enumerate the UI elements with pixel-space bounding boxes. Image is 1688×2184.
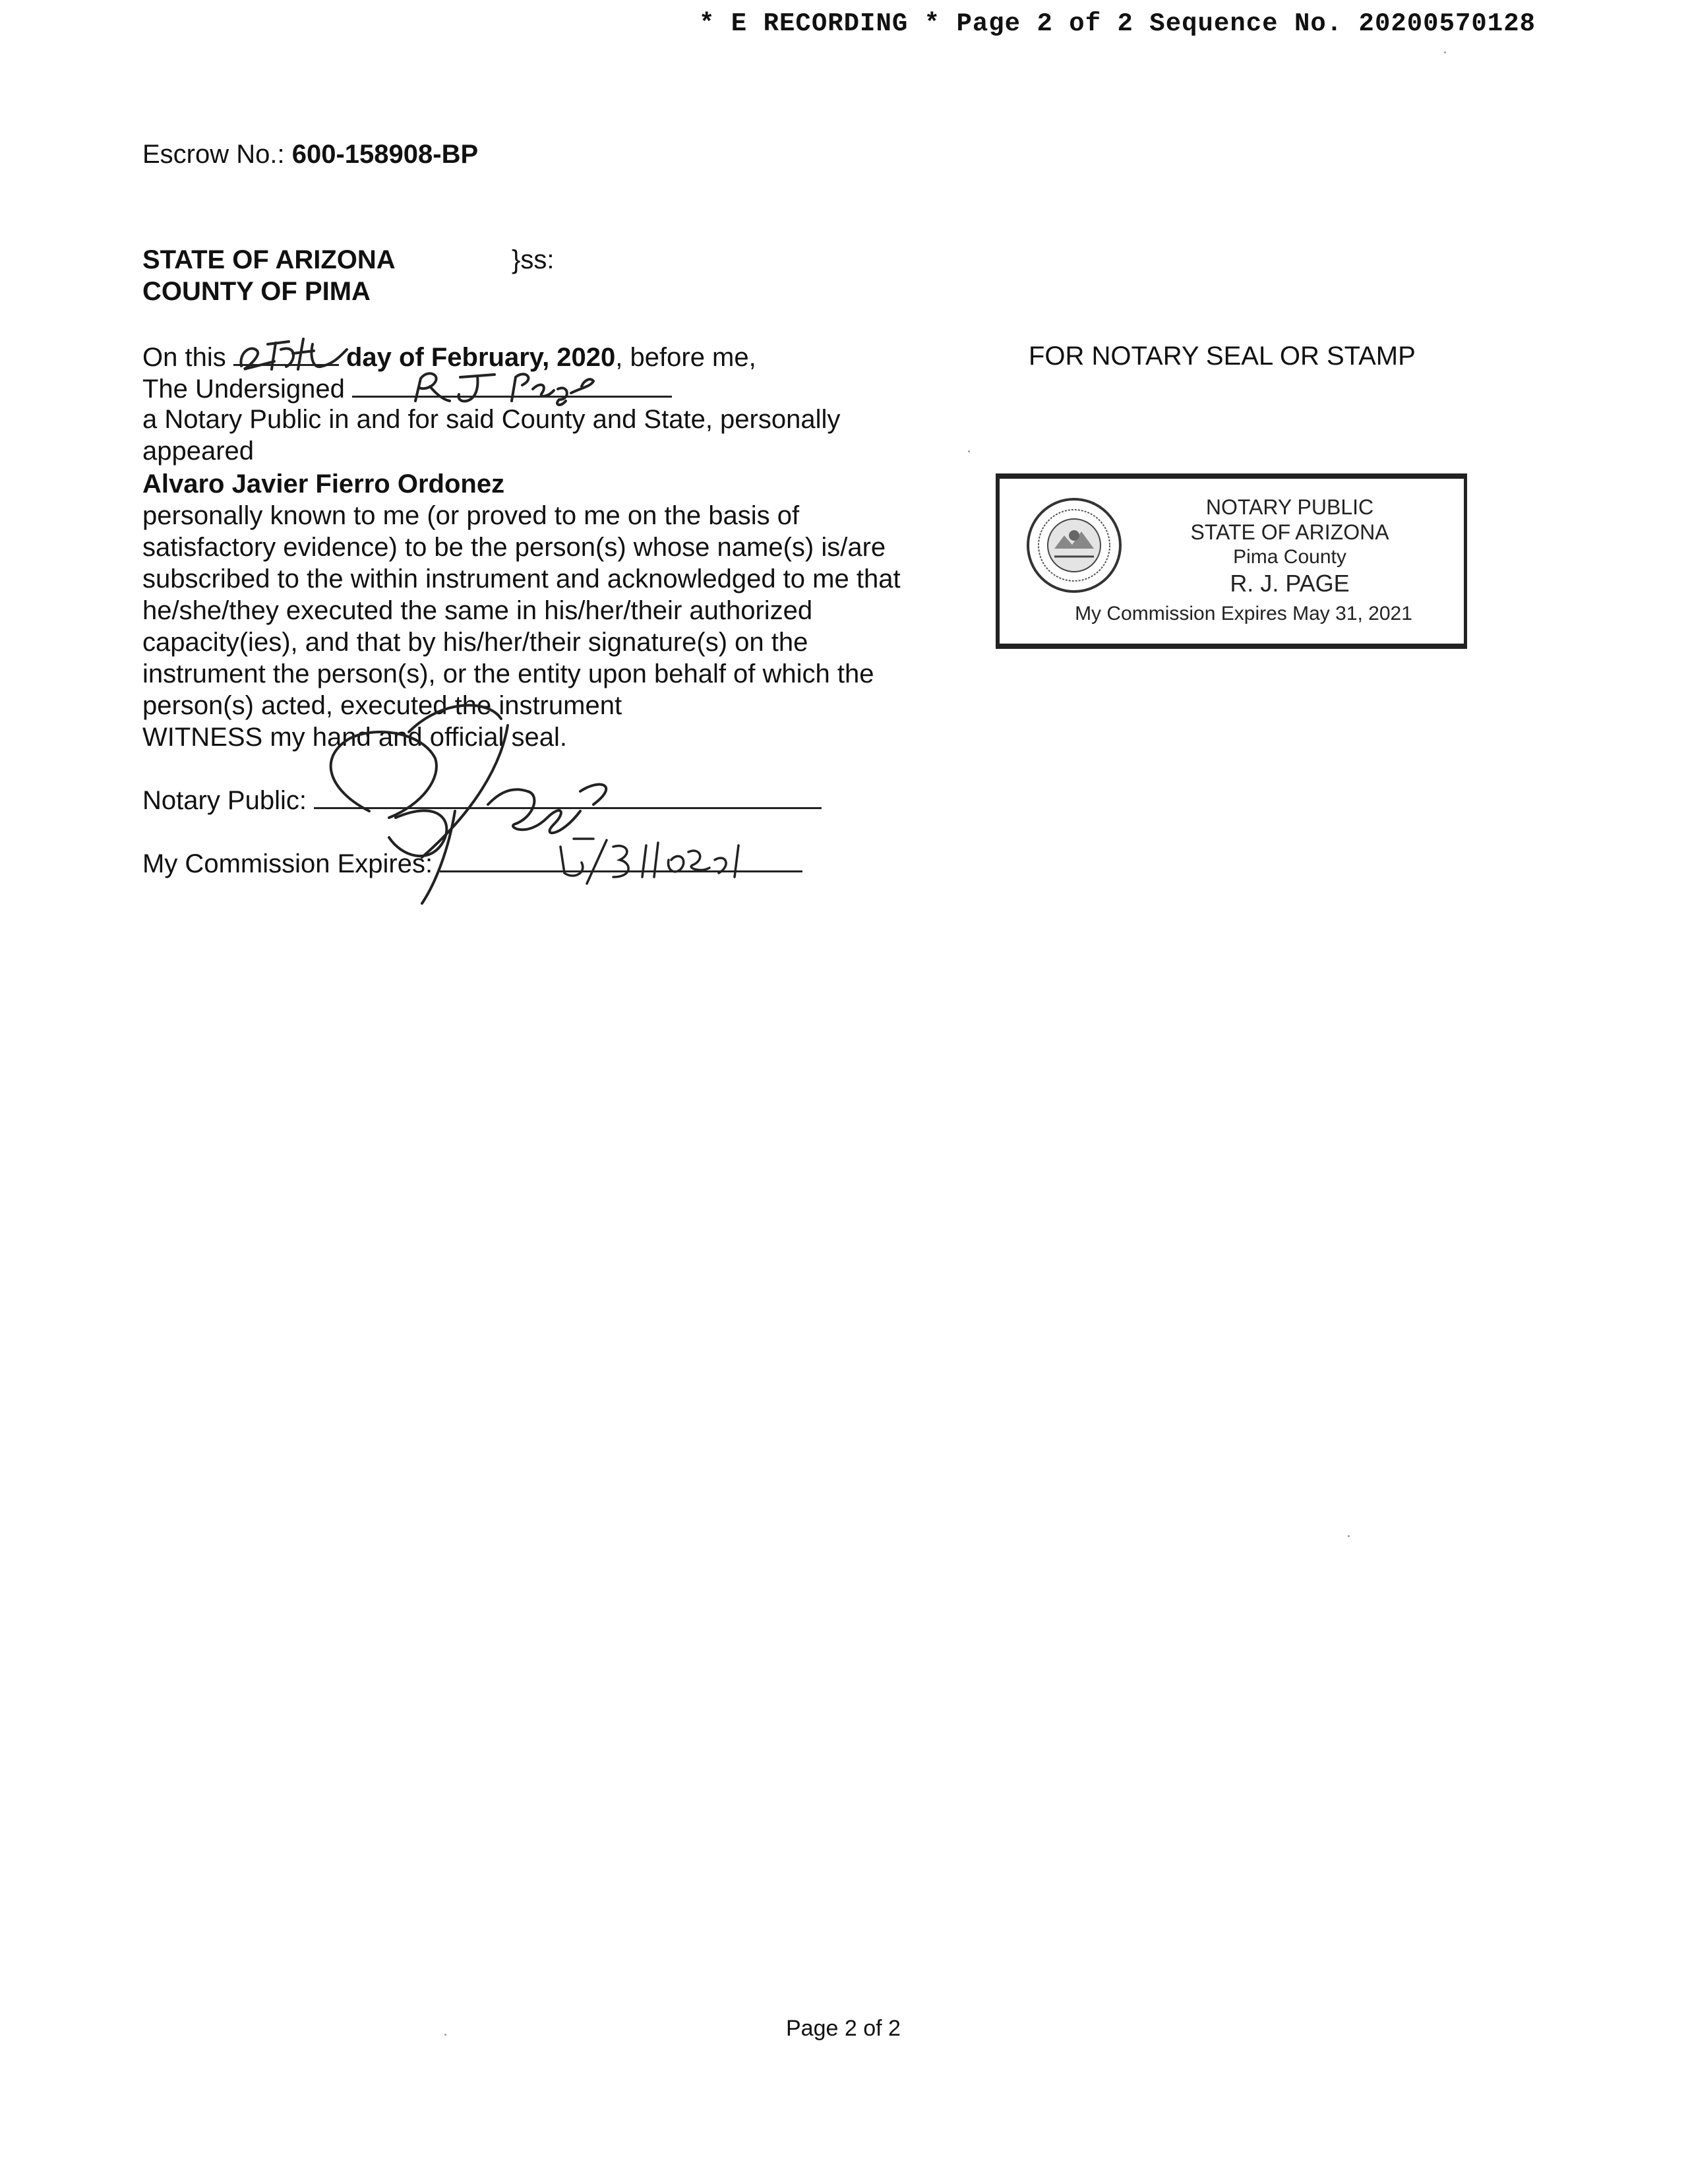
recording-header: * E RECORDING * Page 2 of 2 Sequence No. 20200570128 [699,9,1536,38]
undersigned-blank [352,372,672,398]
notary-stamp [996,473,1467,649]
venue-state: STATE OF ARIZONA [142,245,396,274]
ack-body-2: satisfactory evidence) to be the person(s) whose name(s) is/are [142,533,886,562]
commission-label: My Commission Expires: [142,849,433,878]
stamp-line-4: R. J. PAGE [1230,570,1350,597]
notary-signature-blank [314,783,822,809]
page-number: Page 2 of 2 [786,2016,901,2041]
escrow-line [142,138,478,170]
ack-line-4: appeared [142,437,255,466]
stamp-line-1: NOTARY PUBLIC [1205,495,1374,519]
ack-day-of: day of February, 2020 [346,343,616,372]
stamp-line-3: Pima County [1233,546,1346,568]
ack-body-6: instrument the person(s), or the entity upon behalf of which the [142,659,874,688]
day-blank [233,340,339,366]
venue-county: COUNTY OF PIMA [142,277,371,306]
ack-on-this: On this [142,343,226,372]
ack-body-1: personally known to me (or proved to me on the basis of [142,501,800,530]
ack-line-2 [142,372,672,405]
commission-expiry-blank [440,847,802,872]
seal-caption: FOR NOTARY SEAL OR STAMP [1029,342,1416,371]
ack-body-5: capacity(ies), and that by his/her/their signature(s) on the [142,628,808,657]
scan-speck [1348,1535,1350,1537]
ack-line-3: a Notary Public in and for said County and State, personally [142,405,841,434]
escrow-label: Escrow No.: [142,140,285,169]
arizona-seal-icon [1025,496,1124,595]
venue-ss: }ss: [512,245,555,274]
notary-public-line [142,783,822,816]
ack-body-8: WITNESS my hand and official seal. [142,723,567,752]
ack-body-4: he/she/they executed the same in his/her/their authorized [142,596,813,625]
stamp-line-2: STATE OF ARIZONA [1190,520,1389,544]
scan-speck [968,450,970,452]
ack-undersigned: The Undersigned [142,375,345,404]
ack-line-1 [142,340,756,373]
scan-speck [1444,51,1446,53]
commission-line [142,847,802,880]
ack-before-me: , before me, [615,343,756,372]
appearing-person: Alvaro Javier Fierro Ordonez [142,470,505,499]
escrow-number: 600-158908-BP [291,140,479,169]
notary-public-label: Notary Public: [142,786,307,815]
ack-body-3: subscribed to the within instrument and acknowledged to me that [142,564,901,593]
scan-speck [444,2034,446,2036]
stamp-line-5: My Commission Expires May 31, 2021 [1075,603,1412,624]
ack-body-7: person(s) acted, executed the instrument [142,691,622,720]
